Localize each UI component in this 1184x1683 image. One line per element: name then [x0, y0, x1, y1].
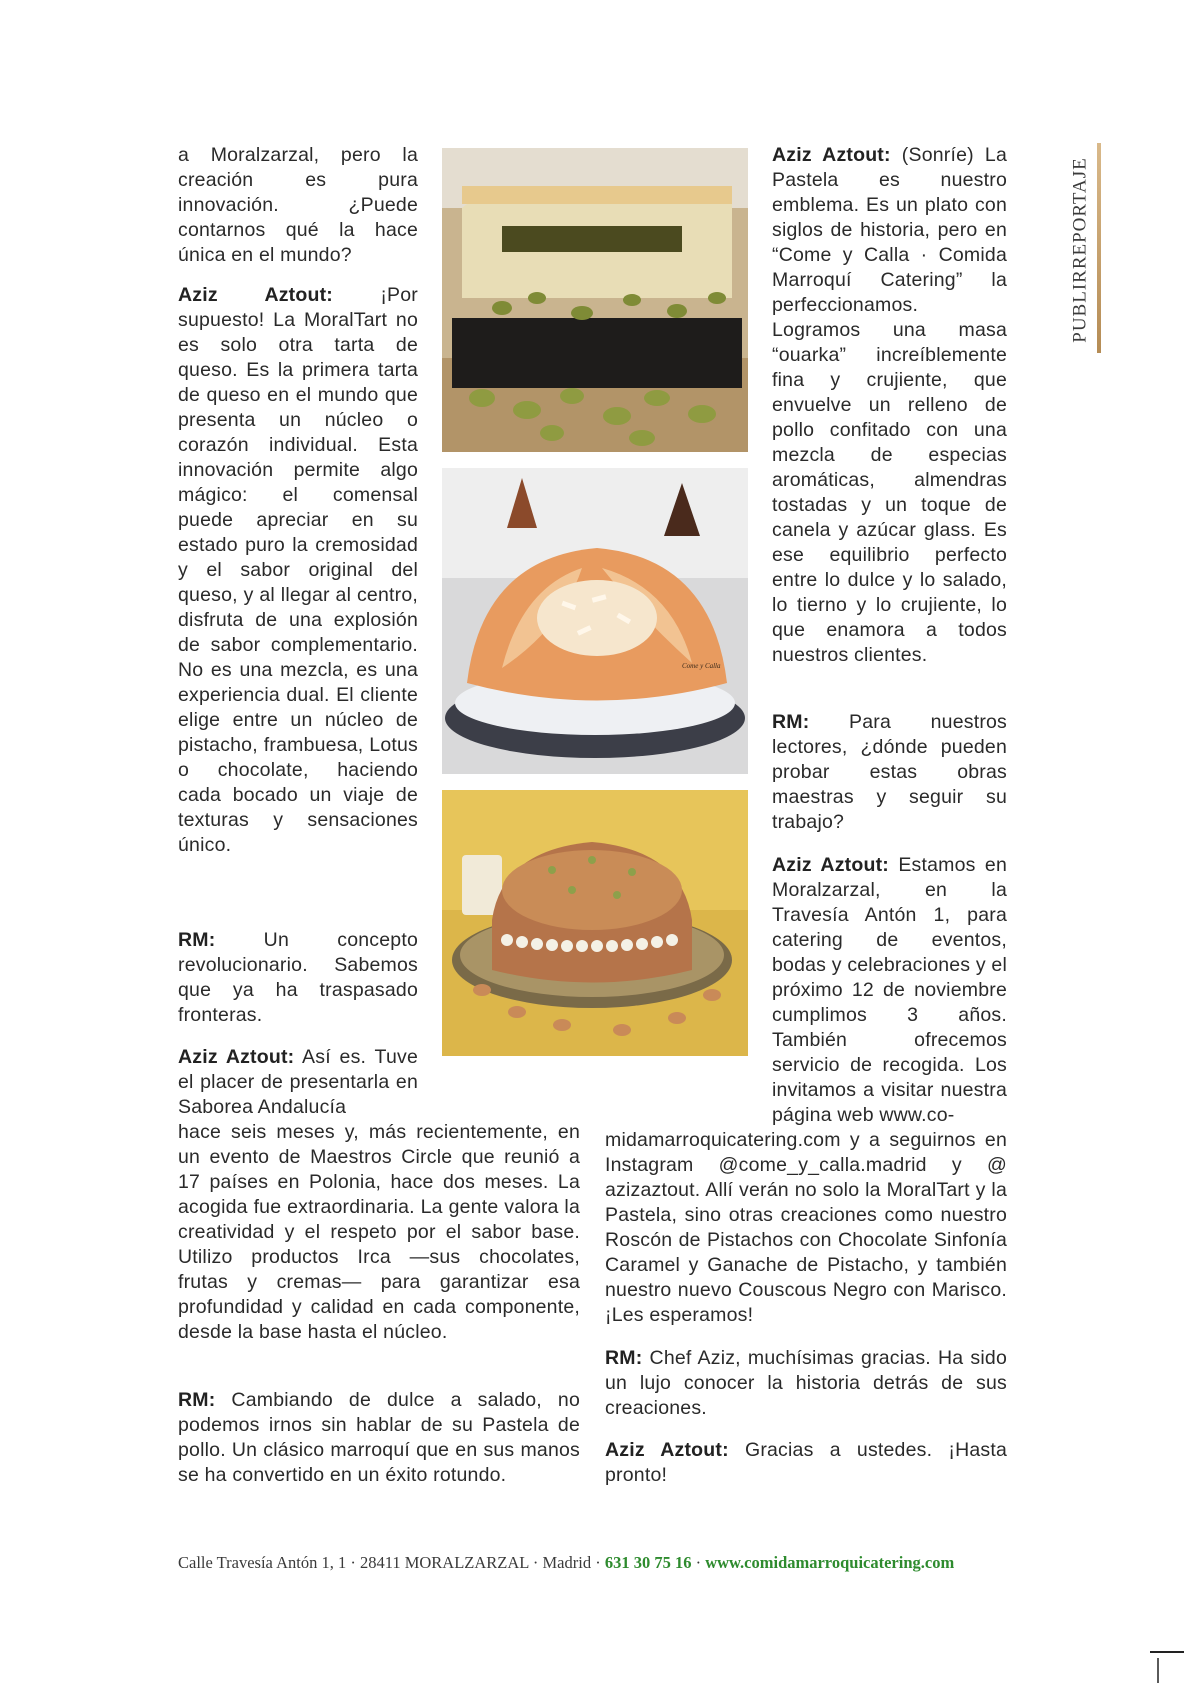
col2-paragraph-1: Aziz Aztout: (Sonríe) La Pastela es nuestro emblema. Es un plato con siglos de historia, pero en “Come y Calla · Comida Marroquí Catering” la perfeccionamos. Logramos una masa “ouarka” increíblemente fina y crujiente, que envuelve un relleno de pollo confitado con una mezcla de especias aromáticas, almendras tostadas y un toque de canela y azúcar glass. Es ese equilibrio perfecto entre lo dulce y lo salado, lo tierno y lo crujiente, lo que enamora a todos nuestros clientes. [772, 144, 1008, 666]
photo-pastela [442, 468, 748, 774]
photo-roscon-pistachos [442, 790, 748, 1056]
speaker-label: Aziz Aztout: [772, 854, 889, 876]
photo-caption: Come y Calla [682, 662, 721, 670]
col1-paragraph-5: RM: Cambiando de dulce a salado, no podemos irnos sin hablar de su Pastela de pollo. Un clásico marroquí que en sus manos se ha convertido en un éxito rotundo. [178, 1389, 580, 1486]
col2-paragraph-4: RM: Chef Aziz, muchísimas gracias. Ha sido un lujo conocer la historia detrás de sus creaciones. [605, 1347, 1007, 1419]
col1-paragraph-1: a Moralzarzal, pero la creación es pura innovación. ¿Puede contarnos qué la hace única en el mundo? [178, 144, 418, 266]
section-label: PUBLIRREPORTAJE [1070, 157, 1092, 343]
speaker-label: RM: [605, 1347, 643, 1369]
col1-paragraph-2: Aziz Aztout: ¡Por supuesto! La MoralTart no es solo otra tarta de queso. Es la primera tarta de queso en el mundo que presenta un núcleo o corazón individual. Esta innovación permite algo mágico: el comensal puede apreciar en su estado puro la cremosidad y el sabor original del queso, y al llegar al centro, disfruta de una explosión de sabor complementario. No es una mezcla, es una experiencia dual. El cliente elige entre un núcleo de pistacho, frambuesa, Lotus o chocolate, haciendo cada bocado un viaje de texturas y sensaciones único. [178, 284, 418, 856]
speaker-label: Aziz Aztout: [605, 1439, 729, 1461]
speaker-label: Aziz Aztout: [772, 144, 891, 166]
speaker-label: RM: [178, 929, 216, 951]
col2-paragraph-3: Aziz Aztout: Estamos en Moralzarzal, en la Travesía Antón 1, para catering de eventos, bodas y celebraciones y el próximo 12 de noviembre cumplimos 3 años. También ofrecemos servicio de recogida. Los invitamos a visitar nuestra página web www.co- [772, 854, 1008, 1126]
col1-paragraph-4: Aziz Aztout: Así es. Tuve el placer de presentarla en Saborea Andalucía [178, 1046, 418, 1118]
photo-moraltart-cheesecake [442, 148, 748, 452]
col2-paragraph-5: Aziz Aztout: Gracias a ustedes. ¡Hasta pronto! [605, 1439, 1008, 1486]
speaker-label: RM: [178, 1389, 216, 1411]
col2-paragraph-2: RM: Para nuestros lectores, ¿dónde pueden probar estas obras maestras y seguir su trabajo? [772, 711, 1008, 833]
footer-contact: Calle Travesía Antón 1, 1 · 28411 MORALZARZAL · Madrid · 631 30 75 16 · www.comidamarroquicatering.com [178, 1553, 955, 1572]
col1-paragraph-3: RM: Un concepto revolucionario. Sabemos que ya ha traspasado fronteras. [178, 929, 418, 1026]
footer-address: Calle Travesía Antón 1, 1 · 28411 MORALZARZAL · Madrid · [178, 1553, 605, 1572]
speaker-label: Aziz Aztout: [178, 284, 333, 306]
col2-paragraph-3-continued: midamarroquicatering.com y a seguirnos en Instagram @come_y_calla.madrid y @ azizaztout. Allí verán no solo la MoralTart y la Pastela, sino otras creaciones como nuestro Roscón de Pistachos con Chocolate Sinfonía Caramel y Ganache de Pistacho, y también nuestro nuevo Couscous Negro con Marisco. ¡Les esperamos! [605, 1129, 1007, 1326]
speaker-label: RM: [772, 711, 810, 733]
side-accent-bar [1097, 143, 1101, 353]
footer-website-link[interactable]: www.comidamarroquicatering.com [705, 1553, 955, 1572]
page-corner-mark [1150, 1640, 1184, 1683]
col1-paragraph-4-continued: hace seis meses y, más recientemente, en un evento de Maestros Circle que reunió a 17 países en Polonia, hace dos meses. La acogida fue extraordinaria. La gente valora la creatividad y el respeto por el sabor base. Utilizo productos Irca —sus chocolates, frutas y cremas— para garantizar esa profundidad y calidad en cada componente, desde la base hasta el núcleo. [178, 1121, 580, 1343]
speaker-label: Aziz Aztout: [178, 1046, 295, 1068]
footer-phone[interactable]: 631 30 75 16 [604, 1553, 692, 1572]
